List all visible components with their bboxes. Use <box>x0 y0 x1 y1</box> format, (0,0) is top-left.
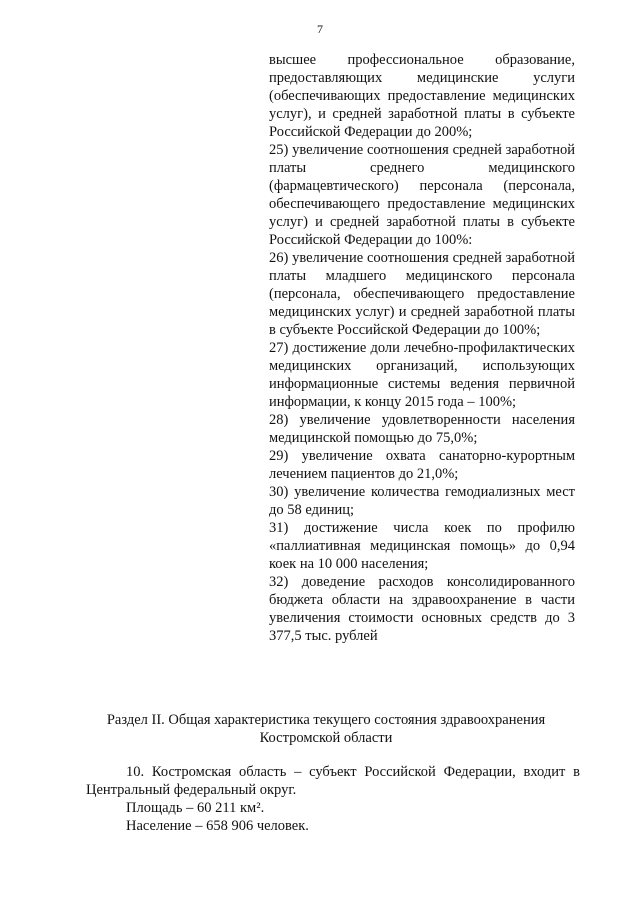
list-item-30: 30) увеличение количества гемодиализных мест до 58 единиц; <box>269 484 575 518</box>
section-heading-line-2: Костромской области <box>259 730 393 746</box>
population-line: Население – 658 906 человек. <box>126 818 309 834</box>
list-item-26: 26) увеличение соотношения средней заработной платы младшего медицинского персонала (персонала, обеспечивающего предоставление медицинских услуг) и средней заработной платы в субъекте Российской Федерации до 100%; <box>269 250 575 338</box>
goals-list <box>269 51 575 645</box>
section-body <box>86 763 580 835</box>
list-item-27: 27) достижение доли лечебно-профилактических медицинских организаций, использующих информационные системы ведения первичной информации, к концу 2015 года – 100%; <box>269 340 575 410</box>
section-heading <box>86 711 566 747</box>
section-heading-line-1: Раздел II. Общая характеристика текущего состояния здравоохранения <box>106 712 546 728</box>
list-item-28: 28) увеличение удовлетворенности населения медицинской помощью до 75,0%; <box>269 412 575 446</box>
page-number: 7 <box>317 22 323 36</box>
list-item-24-continued: высшее профессиональное образование, предоставляющих медицинские услуги (обеспечивающих предоставление медицинских услуг), и средней заработной платы в субъекте Российской Федерации до 200%; <box>269 52 575 140</box>
list-item-25: 25) увеличение соотношения средней заработной платы среднего медицинского (фармацевтического) персонала (персонала, обеспечивающего предоставление медицинских услуг) и средней заработной платы в субъекте Российской Федерации до 100%: <box>269 142 575 248</box>
list-item-32: 32) доведение расходов консолидированного бюджета области на здравоохранение в части увеличения стоимости основных средств до 3 377,5 тыс. рублей <box>269 574 575 644</box>
list-item-29: 29) увеличение охвата санаторно-курортным лечением пациентов до 21,0%; <box>269 448 575 482</box>
paragraph-10: 10. Костромская область – субъект Российской Федерации, входит в Центральный федеральный округ. <box>86 764 580 798</box>
list-item-31: 31) достижение числа коек по профилю «паллиативная медицинская помощь» до 0,94 коек на 10 000 населения; <box>269 520 575 572</box>
area-line: Площадь – 60 211 км². <box>126 800 265 816</box>
